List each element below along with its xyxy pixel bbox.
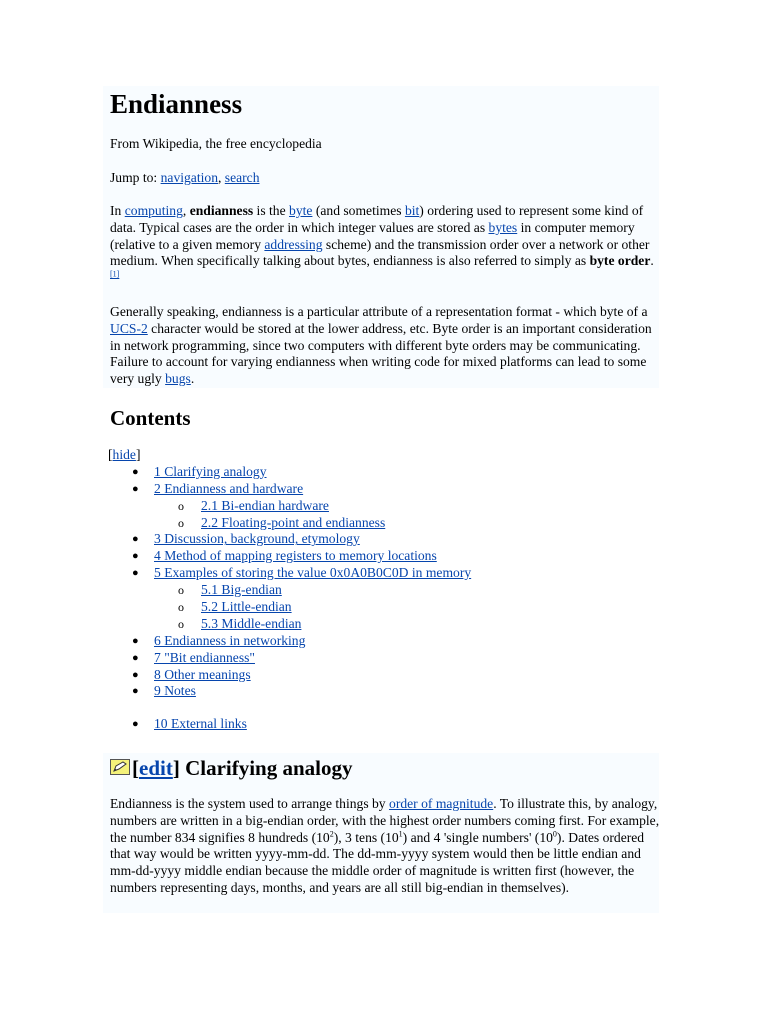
bugs-link[interactable]: bugs	[165, 371, 191, 387]
toc-link-2-2[interactable]: 2.2 Floating-point and endianness	[201, 514, 386, 530]
bit-link[interactable]: bit	[404, 203, 420, 218]
toc-hide-link[interactable]: hide	[112, 447, 136, 462]
toc-subitem	[108, 599, 668, 616]
toc-link-8[interactable]: 8 Other meanings	[154, 666, 251, 682]
bullet-icon: ●	[132, 533, 139, 546]
section-heading-clarifying-analogy	[110, 755, 353, 781]
toc-link-5-3[interactable]: 5.3 Middle-endian	[201, 615, 302, 631]
tagline: From Wikipedia, the free encyclopedia	[110, 136, 322, 151]
toc-item	[108, 716, 668, 733]
toc-link-2[interactable]: 2 Endianness and hardware	[154, 480, 304, 496]
toc-link-5-1[interactable]: 5.1 Big-endian	[201, 582, 282, 598]
paragraph-text: Generally speaking, endianness is a particular attribute of a representation format - which byte of a	[110, 304, 648, 319]
paragraph-text: character would be stored at the lower address, etc. Byte order is an important consideration in network programming, since two computers with different byte orders may be communicating. Failure to account for varying endianness when writing code for mixed platforms can lead to some very ugly	[110, 320, 652, 387]
toc-item	[108, 650, 668, 667]
edit-link[interactable]: edit	[139, 756, 173, 780]
superscript: 0	[552, 829, 557, 839]
toc-subitem	[108, 515, 668, 532]
jump-search-link[interactable]: search	[224, 170, 260, 185]
bytes-link[interactable]: bytes	[488, 219, 518, 235]
toc-link-1[interactable]: 1 Clarifying analogy	[154, 463, 267, 479]
paragraph-text: ), 3 tens (10	[333, 829, 399, 845]
toc-subitem	[108, 582, 668, 599]
toc-link-7[interactable]: 7 "Bit endianness"	[154, 649, 255, 665]
toc-item	[108, 548, 668, 565]
bracket: ]	[172, 756, 180, 780]
bullet-icon: ●	[132, 550, 139, 563]
bracket: ]	[135, 447, 141, 462]
computing-link[interactable]: computing	[124, 203, 183, 218]
paragraph-text: ). Dates ordered that way would be written yyyy-mm-dd. The dd-mm-yyyy system would then be little endian and mm-dd-yyyy middle endian because the middle order of magnitude is written first (however, the numbers representing days, months, and years are all still big-endian in themselves).	[110, 829, 645, 895]
toc-item	[108, 683, 668, 700]
intro-text: scheme) and the transmission order over a network or other medium. When specifically talking about bytes, endianness is also referred to simply as	[110, 236, 650, 269]
toc-subitem	[108, 498, 668, 515]
intro-paragraph	[110, 203, 660, 287]
toc-item	[108, 481, 668, 498]
section-title: Clarifying analogy	[179, 756, 353, 780]
intro-text: ) ordering used to represent some kind of data. Typical cases are the order in which integer values are stored as	[110, 203, 644, 235]
toc-link-5[interactable]: 5 Examples of storing the value 0x0A0B0C0D in memory	[154, 565, 472, 581]
bullet-icon: ●	[132, 668, 139, 681]
ucs2-link[interactable]: UCS-2	[110, 320, 148, 336]
superscript: 1	[398, 829, 403, 839]
toc-item	[108, 464, 668, 481]
toc-link-5-2[interactable]: 5.2 Little-endian	[201, 599, 292, 615]
jump-to-label: Jump to:	[110, 170, 161, 185]
analogy-paragraph	[110, 796, 660, 897]
order-of-magnitude-link[interactable]: order of magnitude	[389, 796, 494, 811]
intro-text: In	[110, 203, 125, 218]
intro-text: ,	[182, 203, 190, 218]
second-paragraph	[110, 304, 660, 388]
intro-text: is the	[253, 203, 290, 218]
edit-pencil-icon	[110, 755, 130, 781]
paragraph-text: ) and 4 'single numbers' (10	[402, 829, 553, 845]
superscript: 2	[329, 829, 334, 839]
intro-text: (and sometimes	[312, 203, 405, 218]
jump-to-line	[110, 170, 660, 187]
table-of-contents	[108, 447, 668, 733]
addressing-link[interactable]: addressing	[264, 236, 323, 252]
reference-1-link[interactable]: [1]	[110, 269, 120, 279]
circle-bullet-icon: o	[178, 583, 184, 598]
toc-item	[108, 565, 668, 582]
toc-link-6[interactable]: 6 Endianness in networking	[154, 632, 306, 648]
circle-bullet-icon: o	[178, 515, 184, 530]
bullet-icon: ●	[132, 465, 139, 478]
toc-link-3[interactable]: 3 Discussion, background, etymology	[154, 531, 360, 547]
circle-bullet-icon: o	[178, 600, 184, 615]
paragraph-text: Endianness is the system used to arrange things by	[110, 796, 390, 811]
endianness-term: endianness	[189, 203, 254, 218]
toc-link-9[interactable]: 9 Notes	[154, 683, 196, 699]
toc-subitem	[108, 616, 668, 633]
paragraph-text: .	[190, 371, 195, 387]
toc-item	[108, 633, 668, 650]
bullet-icon: ●	[132, 634, 139, 647]
toc-link-4[interactable]: 4 Method of mapping registers to memory locations	[154, 548, 437, 564]
toc-item	[108, 531, 668, 548]
bullet-icon: ●	[132, 482, 139, 495]
byte-order-term: byte order	[589, 253, 651, 269]
page-title: Endianness	[110, 89, 243, 119]
contents-title: Contents	[110, 406, 191, 430]
bullet-icon: ●	[132, 651, 139, 664]
paragraph-text: . To illustrate this, by analogy, numbers are written in a big-endian order, with the highest order numbers coming first. For example, the number 834 signifies 8 hundreds (10	[110, 796, 660, 845]
circle-bullet-icon: o	[178, 616, 184, 631]
bracket: [	[132, 756, 139, 780]
jump-separator: ,	[218, 170, 225, 185]
bullet-icon: ●	[132, 685, 139, 698]
bullet-icon: ●	[132, 718, 139, 731]
toc-item	[108, 667, 668, 684]
bracket: [	[108, 447, 113, 462]
jump-navigation-link[interactable]: navigation	[160, 170, 218, 185]
toc-link-10[interactable]: 10 External links	[154, 716, 247, 732]
toc-hide-line	[108, 447, 668, 464]
intro-text: in computer memory (relative to a given memory	[110, 219, 635, 252]
byte-link[interactable]: byte	[289, 203, 313, 218]
circle-bullet-icon: o	[178, 498, 184, 513]
bullet-icon: ●	[132, 567, 139, 580]
intro-text: .	[650, 253, 654, 269]
toc-link-2-1[interactable]: 2.1 Bi-endian hardware	[201, 497, 329, 513]
toc-spacer	[108, 700, 668, 716]
